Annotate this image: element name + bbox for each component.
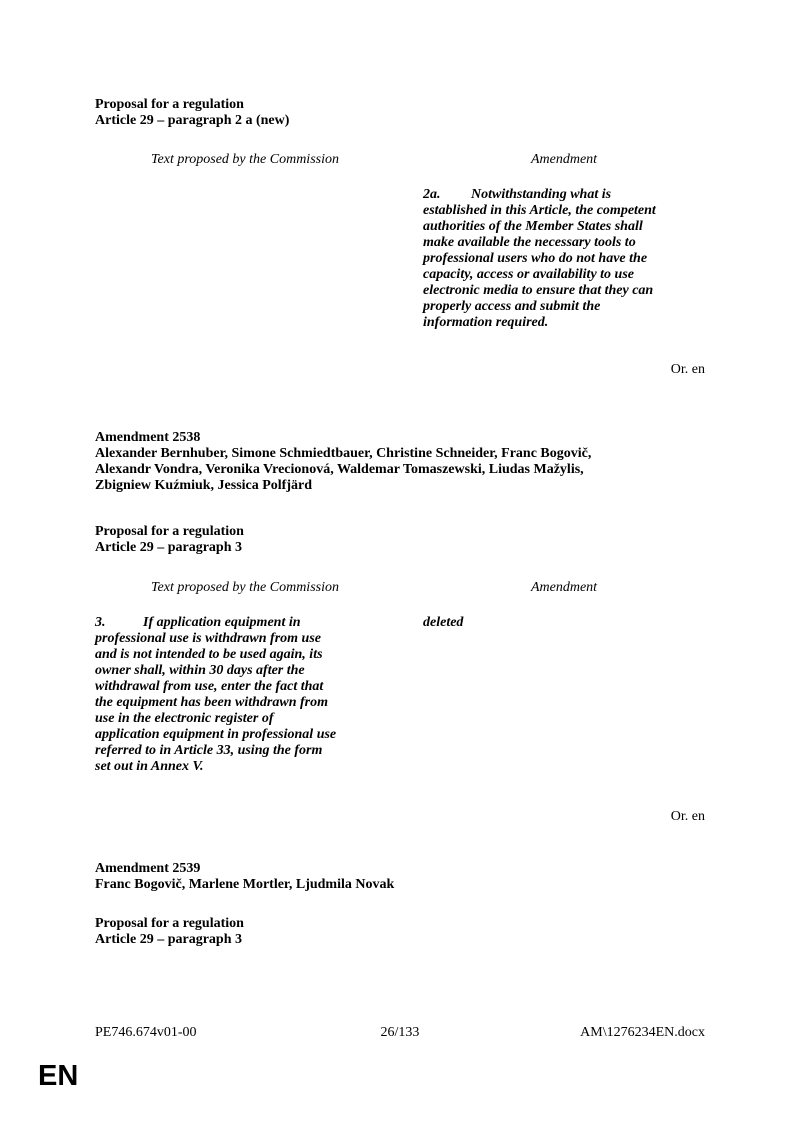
- original-language: Or. en: [670, 362, 705, 377]
- section1-heading: [95, 97, 289, 129]
- language-code-label: EN: [38, 1060, 79, 1092]
- heading-line: Proposal for a regulation: [95, 916, 244, 931]
- heading-line: Proposal for a regulation: [95, 97, 244, 112]
- authors-line: Alexander Bernhuber, Simone Schmiedtbauer, Christine Schneider, Franc Bogovič,: [95, 446, 592, 461]
- authors-line: Zbigniew Kuźmiuk, Jessica Polfjärd: [95, 478, 313, 493]
- paragraph-number: 3.: [95, 615, 106, 630]
- amendment-2538-header: [95, 430, 591, 494]
- amendment-text: 2a. Notwithstanding what is established in this Article, the competent authorities of the Member States shall make available the necessary tools to professional users who do not have the capacity, access or availability to use electronic media to ensure that they can properly access and submit the information required.: [423, 187, 656, 330]
- footer-page-number: 26/133: [380, 1025, 420, 1040]
- footer-document-name: AM\1276234EN.docx: [580, 1025, 705, 1040]
- amendment-2538-heading: [95, 524, 244, 556]
- heading-line: Article 29 – paragraph 2 a (new): [95, 113, 290, 128]
- amendment-2539-heading: [95, 916, 244, 948]
- heading-line: Proposal for a regulation: [95, 524, 244, 539]
- commission-text: 3. If application equipment in professional use is withdrawn from use and is not intended to be used again, its owner shall, within 30 days after the withdrawal from use, enter the fact that the equipment has been withdrawn from use in the electronic register of application equipment in professional use referred to in Article 33, using the form set out in Annex V.: [95, 615, 337, 774]
- authors-line: Franc Bogovič, Marlene Mortler, Ljudmila Novak: [95, 877, 395, 892]
- amendment-title: Amendment 2538: [95, 430, 201, 445]
- amendment-2539-header: [95, 861, 394, 893]
- commission-column-header: Text proposed by the Commission: [151, 152, 339, 167]
- footer-reference: PE746.674v01-00: [95, 1025, 197, 1040]
- heading-line: Article 29 – paragraph 3: [95, 932, 242, 947]
- paragraph-number: 2a.: [423, 187, 441, 202]
- amendment-deleted: deleted: [423, 615, 464, 630]
- original-language: Or. en: [670, 809, 705, 824]
- amendment-column-header: Amendment: [530, 152, 598, 167]
- amendment-column-header: Amendment: [530, 580, 598, 595]
- authors-line: Alexandr Vondra, Veronika Vrecionová, Waldemar Tomaszewski, Liudas Mažylis,: [95, 462, 584, 477]
- commission-column-header: Text proposed by the Commission: [151, 580, 339, 595]
- heading-line: Article 29 – paragraph 3: [95, 540, 242, 555]
- amendment-title: Amendment 2539: [95, 861, 201, 876]
